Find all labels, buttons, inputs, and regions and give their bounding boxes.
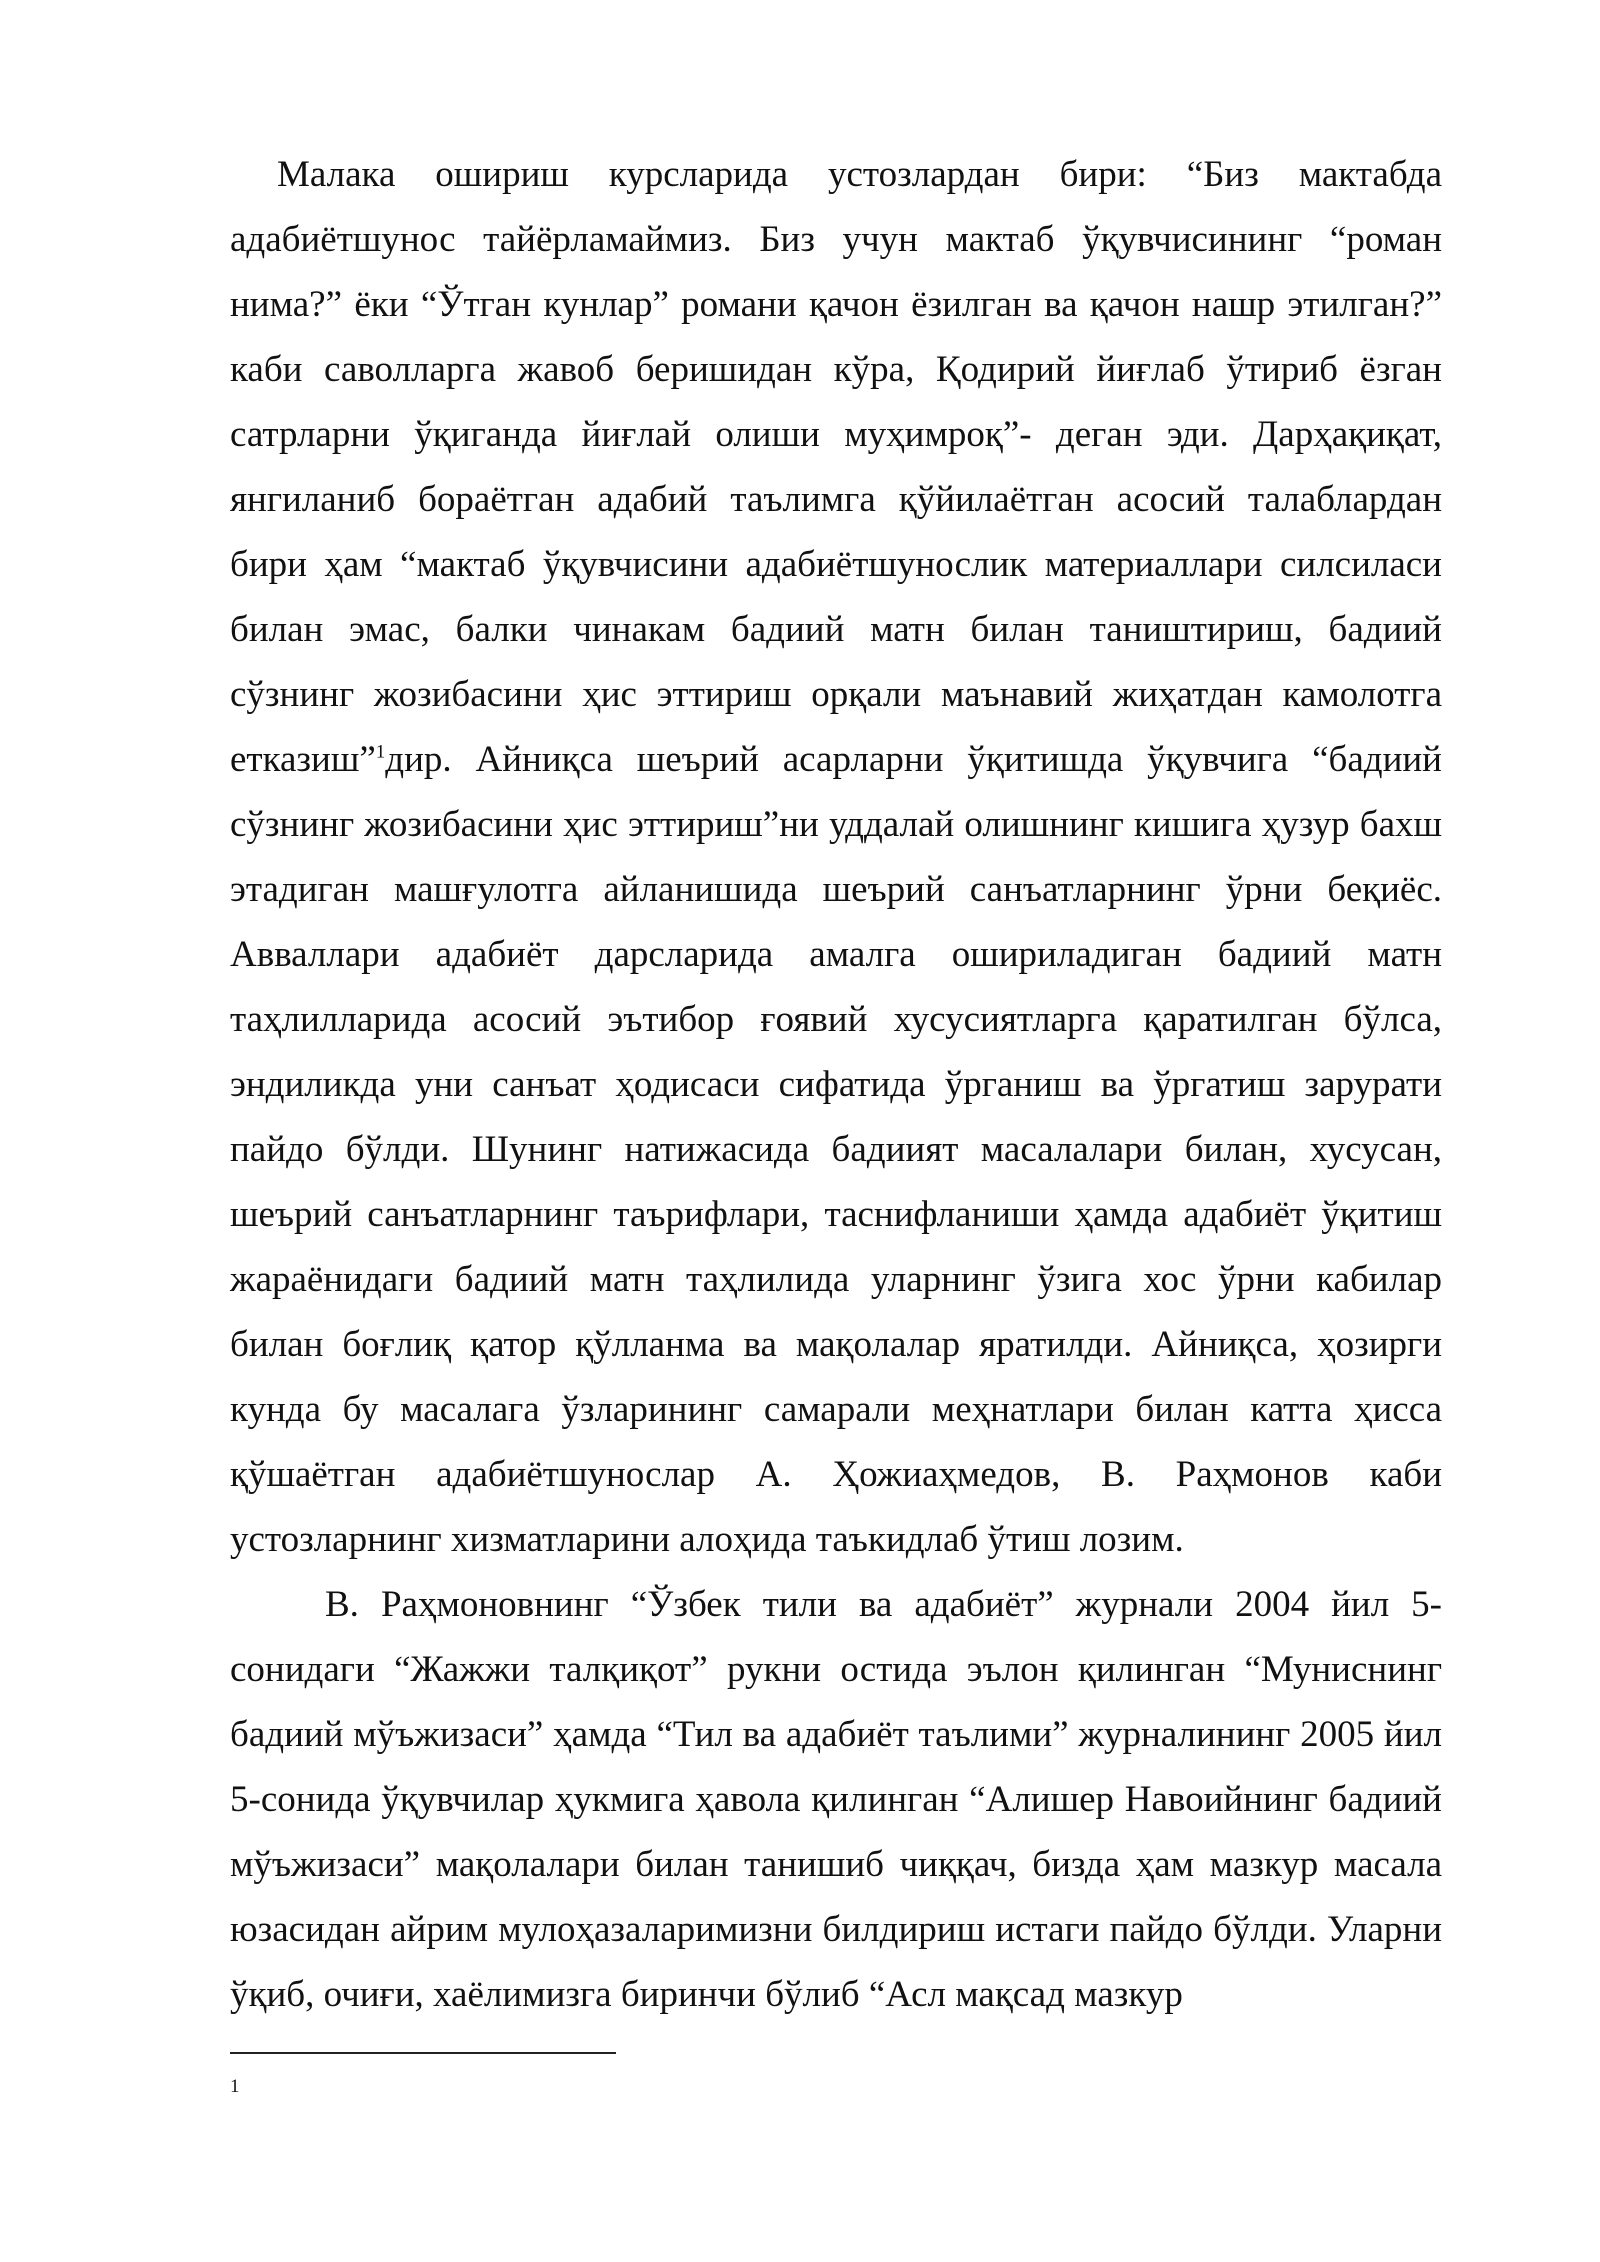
footnote-separator — [230, 2052, 616, 2054]
paragraph-1-text-after-ref: дир. Айниқса шеърий асарларни ўқитишда ўқувчига “бадиий сўзнинг жозибасини ҳис эттириш”ни уддалай олишнинг кишига ҳузур бахш этадиган машғулотга айланишида шеърий санъатларнинг ўрни беқиёс. Авваллари адабиёт дарсларида амалга ошириладиган бадиий матн таҳлилларида асосий эътибор ғоявий хусусиятларга қаратилган бўлса, эндиликда уни санъат ҳодисаси сифатида ўрганиш ва ўргатиш зарурати пайдо бўлди. Шунинг натижасида бадиият масалалари билан, хусусан, шеърий санъатларнинг таърифлари, таснифланиши ҳамда адабиёт ўқитиш жараёнидаги бадиий матн таҳлилида уларнинг ўзига хос ўрни кабилар билан боғлиқ қатор қўлланма ва мақолалар яратилди. Айниқса, ҳозирги кунда бу масалага ўзларининг самарали меҳнатлари билан катта ҳисса қўшаётган адабиётшунослар А. Ҳожиаҳмедов, В. Раҳмонов каби устозларнинг хизматларини алоҳида таъкидлаб ўтиш лозим. — [230, 739, 1442, 1560]
footnote-reference[interactable]: 1 — [375, 741, 386, 763]
paragraph-2: В. Раҳмоновнинг “Ўзбек тили ва адабиёт” журнали 2004 йил 5-сонидаги “Жажжи талқиқот” рукни остида эълон қилинган “Муниснинг бадиий мўъжизаси” ҳамда “Тил ва адабиёт таълими” журналининг 2005 йил 5-сонида ўқувчилар ҳукмига ҳавола қилинган “Алишер Навоийнинг бадиий мўъжизаси” мақолалари билан танишиб чиққач, бизда ҳам мазкур масала юзасидан айрим мулоҳазаларимизни билдириш истаги пайдо бўлди. Уларни ўқиб, очиғи, хаёлимизга биринчи бўлиб “Асл мақсад мазкур — [230, 1584, 1442, 2015]
body-text — [230, 142, 1442, 2027]
paragraph-1-text-before-ref: Малака ошириш курсларида устозлардан бири: “Биз мактабда адабиётшунос тайёрламаймиз. Биз учун мактаб ўқувчисининг “роман нима?” ёки “Ўтган кунлар” романи қачон ёзилган ва қачон нашр этилган?” каби саволларга жавоб беришидан кўра, Қодирий йиғлаб ўтириб ёзган сатрларни ўқиганда йиғлай олиши муҳимроқ”- деган эди. Дарҳақиқат, янгиланиб бораётган адабий таълимга қўйилаётган асосий талаблардан бири ҳам “мактаб ўқувчисини адабиётшунослик материаллари силсиласи билан эмас, балки чинакам бадиий матн билан таништириш, бадиий сўзнинг жозибасини ҳис эттириш орқали маънавий жиҳатдан камолотга етказиш” — [230, 154, 1442, 780]
footnote-number: 1 — [230, 2076, 240, 2097]
paragraph-1 — [230, 142, 1442, 1572]
